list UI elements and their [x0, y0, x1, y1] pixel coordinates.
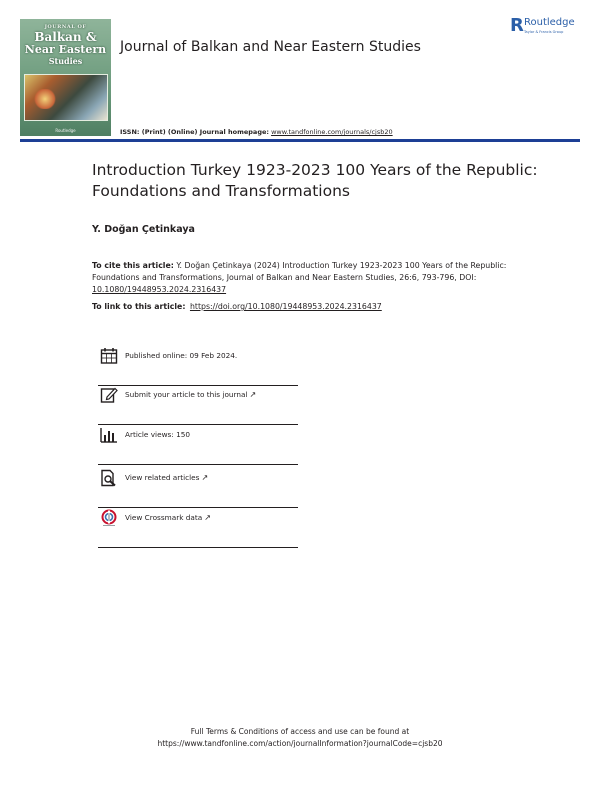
published-online-row	[98, 347, 298, 386]
related-articles-link[interactable]	[125, 473, 208, 482]
crossmark-row[interactable]	[98, 509, 298, 548]
citation-label: To cite this article:	[92, 261, 174, 270]
article-link-line	[92, 302, 382, 311]
crossmark-label: View Crossmark data	[125, 513, 203, 522]
external-link-icon: ↗	[204, 513, 211, 522]
crossmark-link[interactable]	[125, 513, 211, 522]
cover-photo	[24, 74, 108, 121]
cover-line-4: Studies	[48, 56, 83, 66]
cover-line-2: Balkan &	[34, 30, 97, 44]
search-document-icon	[100, 469, 118, 487]
submit-article-label: Submit your article to this journal	[125, 390, 248, 399]
routledge-mark-icon: R	[510, 15, 524, 36]
submit-article-link[interactable]	[125, 390, 256, 399]
cover-publisher: Routledge	[55, 128, 76, 133]
journal-cover-image	[20, 19, 111, 136]
crossmark-icon	[100, 509, 118, 527]
publisher-name: Routledge	[524, 17, 575, 28]
article-link-label: To link to this article:	[92, 302, 186, 311]
routledge-logo	[510, 16, 588, 38]
submit-article-row[interactable]	[98, 386, 298, 425]
external-link-icon: ↗	[201, 473, 209, 482]
related-articles-label: View related articles	[125, 473, 200, 482]
published-date-text: Published online: 09 Feb 2024.	[125, 351, 238, 360]
issn-line	[120, 128, 393, 136]
cover-line-3: Near Eastern	[24, 43, 107, 56]
journal-title: Journal of Balkan and Near Eastern Studies	[120, 39, 421, 55]
publisher-tagline: Taylor & Francis Group	[524, 30, 564, 34]
calendar-icon	[100, 347, 118, 365]
citation-text: Y. Doğan Çetinkaya (2024) Introduction Turkey 1923-2023 100 Years of the Republic: Foundations and Transformations, Journal of Balkan and Near Eastern Studies, 26:6, 793-796, DOI:	[92, 261, 507, 282]
cover-line-1: JOURNAL OF	[44, 24, 87, 30]
citation-block	[92, 260, 512, 296]
citation-doi-link[interactable]: 10.1080/19448953.2024.2316437	[92, 285, 227, 294]
footer-terms-link[interactable]: https://www.tandfonline.com/action/journalInformation?journalCode=cjsb20	[157, 739, 443, 748]
article-views-text: Article views: 150	[125, 430, 191, 439]
article-author: Y. Doğan Çetinkaya	[92, 224, 195, 235]
edit-icon	[100, 386, 118, 404]
article-title: Introduction Turkey 1923-2023 100 Years of the Republic: Foundations and Transformations	[92, 161, 538, 200]
article-views-row	[98, 426, 298, 465]
bar-chart-icon	[100, 426, 118, 444]
header-divider	[20, 139, 580, 142]
issn-label: ISSN: (Print) (Online) Journal homepage:	[120, 128, 269, 136]
footer-terms-text: Full Terms & Conditions of access and use can be found at	[190, 727, 410, 736]
article-doi-url[interactable]: https://doi.org/10.1080/19448953.2024.2316437	[189, 302, 382, 311]
journal-homepage-link[interactable]: www.tandfonline.com/journals/cjsb20	[271, 128, 393, 136]
external-link-icon: ↗	[249, 390, 257, 399]
related-articles-row[interactable]	[98, 469, 298, 508]
